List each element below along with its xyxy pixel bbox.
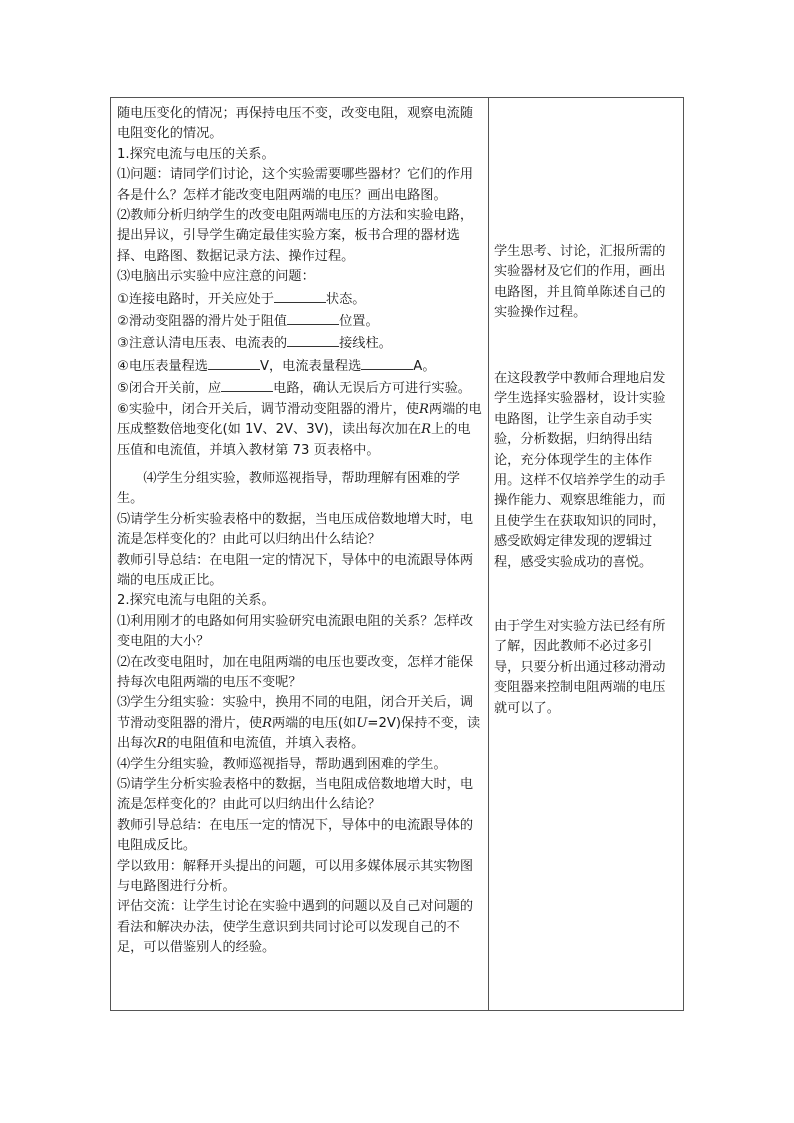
s2-question3: ⑶学生分组实验：实验中，换用不同的电阻，闭合开关后，调节滑动变阻器的滑片，使R两端的电压(如U=2V)保持不变，读出每次R的电阻值和电流值，并填入表格。 (117, 695, 481, 752)
section1-title: 1.探究电流与电压的关系。 (117, 146, 275, 162)
s2-question4: ⑷学生分组实验，教师巡视指导，帮助遇到困难的学生。 (117, 756, 447, 772)
intent-paragraph-3: 由于学生对实验方法已经有所了解，因此教师不必过多引导，只要分析出通过移动滑动变阻器来控制电阻两端的电压就可以了。 (494, 619, 666, 716)
s1-question1: ⑴问题：请同学们讨论，这个实验需要哪些器材？它们的作用各是什么？怎样才能改变电阻两端的电压？画出电路图。 (117, 167, 474, 203)
s1-summary: 教师引导总结：在电阻一定的情况下，导体中的电流跟导体两端的电压成正比。 (117, 552, 474, 588)
fill-blank (287, 332, 339, 347)
intent-paragraph-1: 学生思考、讨论，汇报所需的实验器材及它们的作用，画出电路图，并且简单陈述自己的实验操作过程。 (494, 244, 666, 321)
s1-question4: ⑷学生分组实验，教师巡视指导，帮助理解有困难的学生。 (117, 470, 460, 507)
apply-text: 学以致用：解释开头提出的问题，可以用多媒体展示其实物图与电路图进行分析。 (117, 858, 474, 895)
note-6: ⑥实验中，闭合开关后，调节滑动变阻器的滑片，使R两端的电压成整数倍地变化(如 1V、2V、3V)，读出每次加在R上的电压值和电流值，并填入教材第 73 页表格中。 (117, 401, 482, 458)
intro-text: 随电压变化的情况；再保持电压不变，改变电阻，观察电流随电阻变化的情况。 (117, 106, 474, 142)
s1-question5: ⑸请学生分析实验表格中的数据，当电压成倍数地增大时，电流是怎样变化的？由此可以归纳出什么结论？ (117, 511, 474, 548)
teaching-process-column (117, 104, 483, 959)
fill-blank (361, 355, 413, 370)
fill-blank (221, 377, 273, 392)
s2-question2: ⑵在改变电阻时，加在电阻两端的电压也要改变，怎样才能保持每次电阻两端的电压不变呢？ (117, 654, 474, 690)
note-1: ①连接电路时，开关应处于 状态。 (117, 288, 483, 310)
note-2: ②滑动变阻器的滑片处于阻值 位置。 (117, 310, 483, 332)
note-4: ④电压表量程选 V，电流表量程选 A。 (117, 355, 483, 377)
column-divider (488, 98, 489, 1010)
s1-question2: ⑵教师分析归纳学生的改变电阻两端电压的方法和实验电路，提出异议，引导学生确定最佳实验方案，板书合理的器材选择、电路图、数据记录方法、操作过程。 (117, 208, 474, 264)
note-5: ⑤闭合开关前，应 电路，确认无误后方可进行实验。 (117, 377, 483, 399)
fill-blank (208, 355, 260, 370)
section2-title: 2.探究电流与电阻的关系。 (117, 593, 275, 609)
s1-question3: ⑶电脑出示实验中应注意的问题： (117, 269, 315, 285)
intent-paragraph-2: 在这段教学中教师合理地启发学生选择实验器材，设计实验电路图，让学生亲自动手实验，分析数据，归纳得出结论，充分体现学生的主体作用。这样不仅培养学生的动手操作能力、观察思维能力，而且使学生在获取知识的同时，感受欧姆定律发现的逻辑过程，感受实验成功的喜悦。 (494, 371, 666, 570)
s2-summary: 教师引导总结：在电压一定的情况下，导体中的电流跟导体的电阻成反比。 (117, 817, 474, 854)
note-3: ③注意认清电压表、电流表的 接线柱。 (117, 332, 483, 354)
fill-blank (287, 310, 339, 325)
s2-question5: ⑸请学生分析实验表格中的数据，当电阻成倍数地增大时，电流是怎样变化的？由此可以归纳出什么结论？ (117, 777, 474, 813)
evaluation-text: 评估交流：让学生讨论在实验中遇到的问题以及自己对问题的看法和解决办法，使学生意识到共同讨论可以发现自己的不足，可以借鉴别人的经验。 (117, 899, 474, 956)
fill-blank (274, 288, 326, 303)
s2-question1: ⑴利用刚才的电路如何用实验研究电流跟电阻的关系？怎样改变电阻的大小？ (117, 613, 474, 650)
lesson-table (110, 97, 684, 1011)
